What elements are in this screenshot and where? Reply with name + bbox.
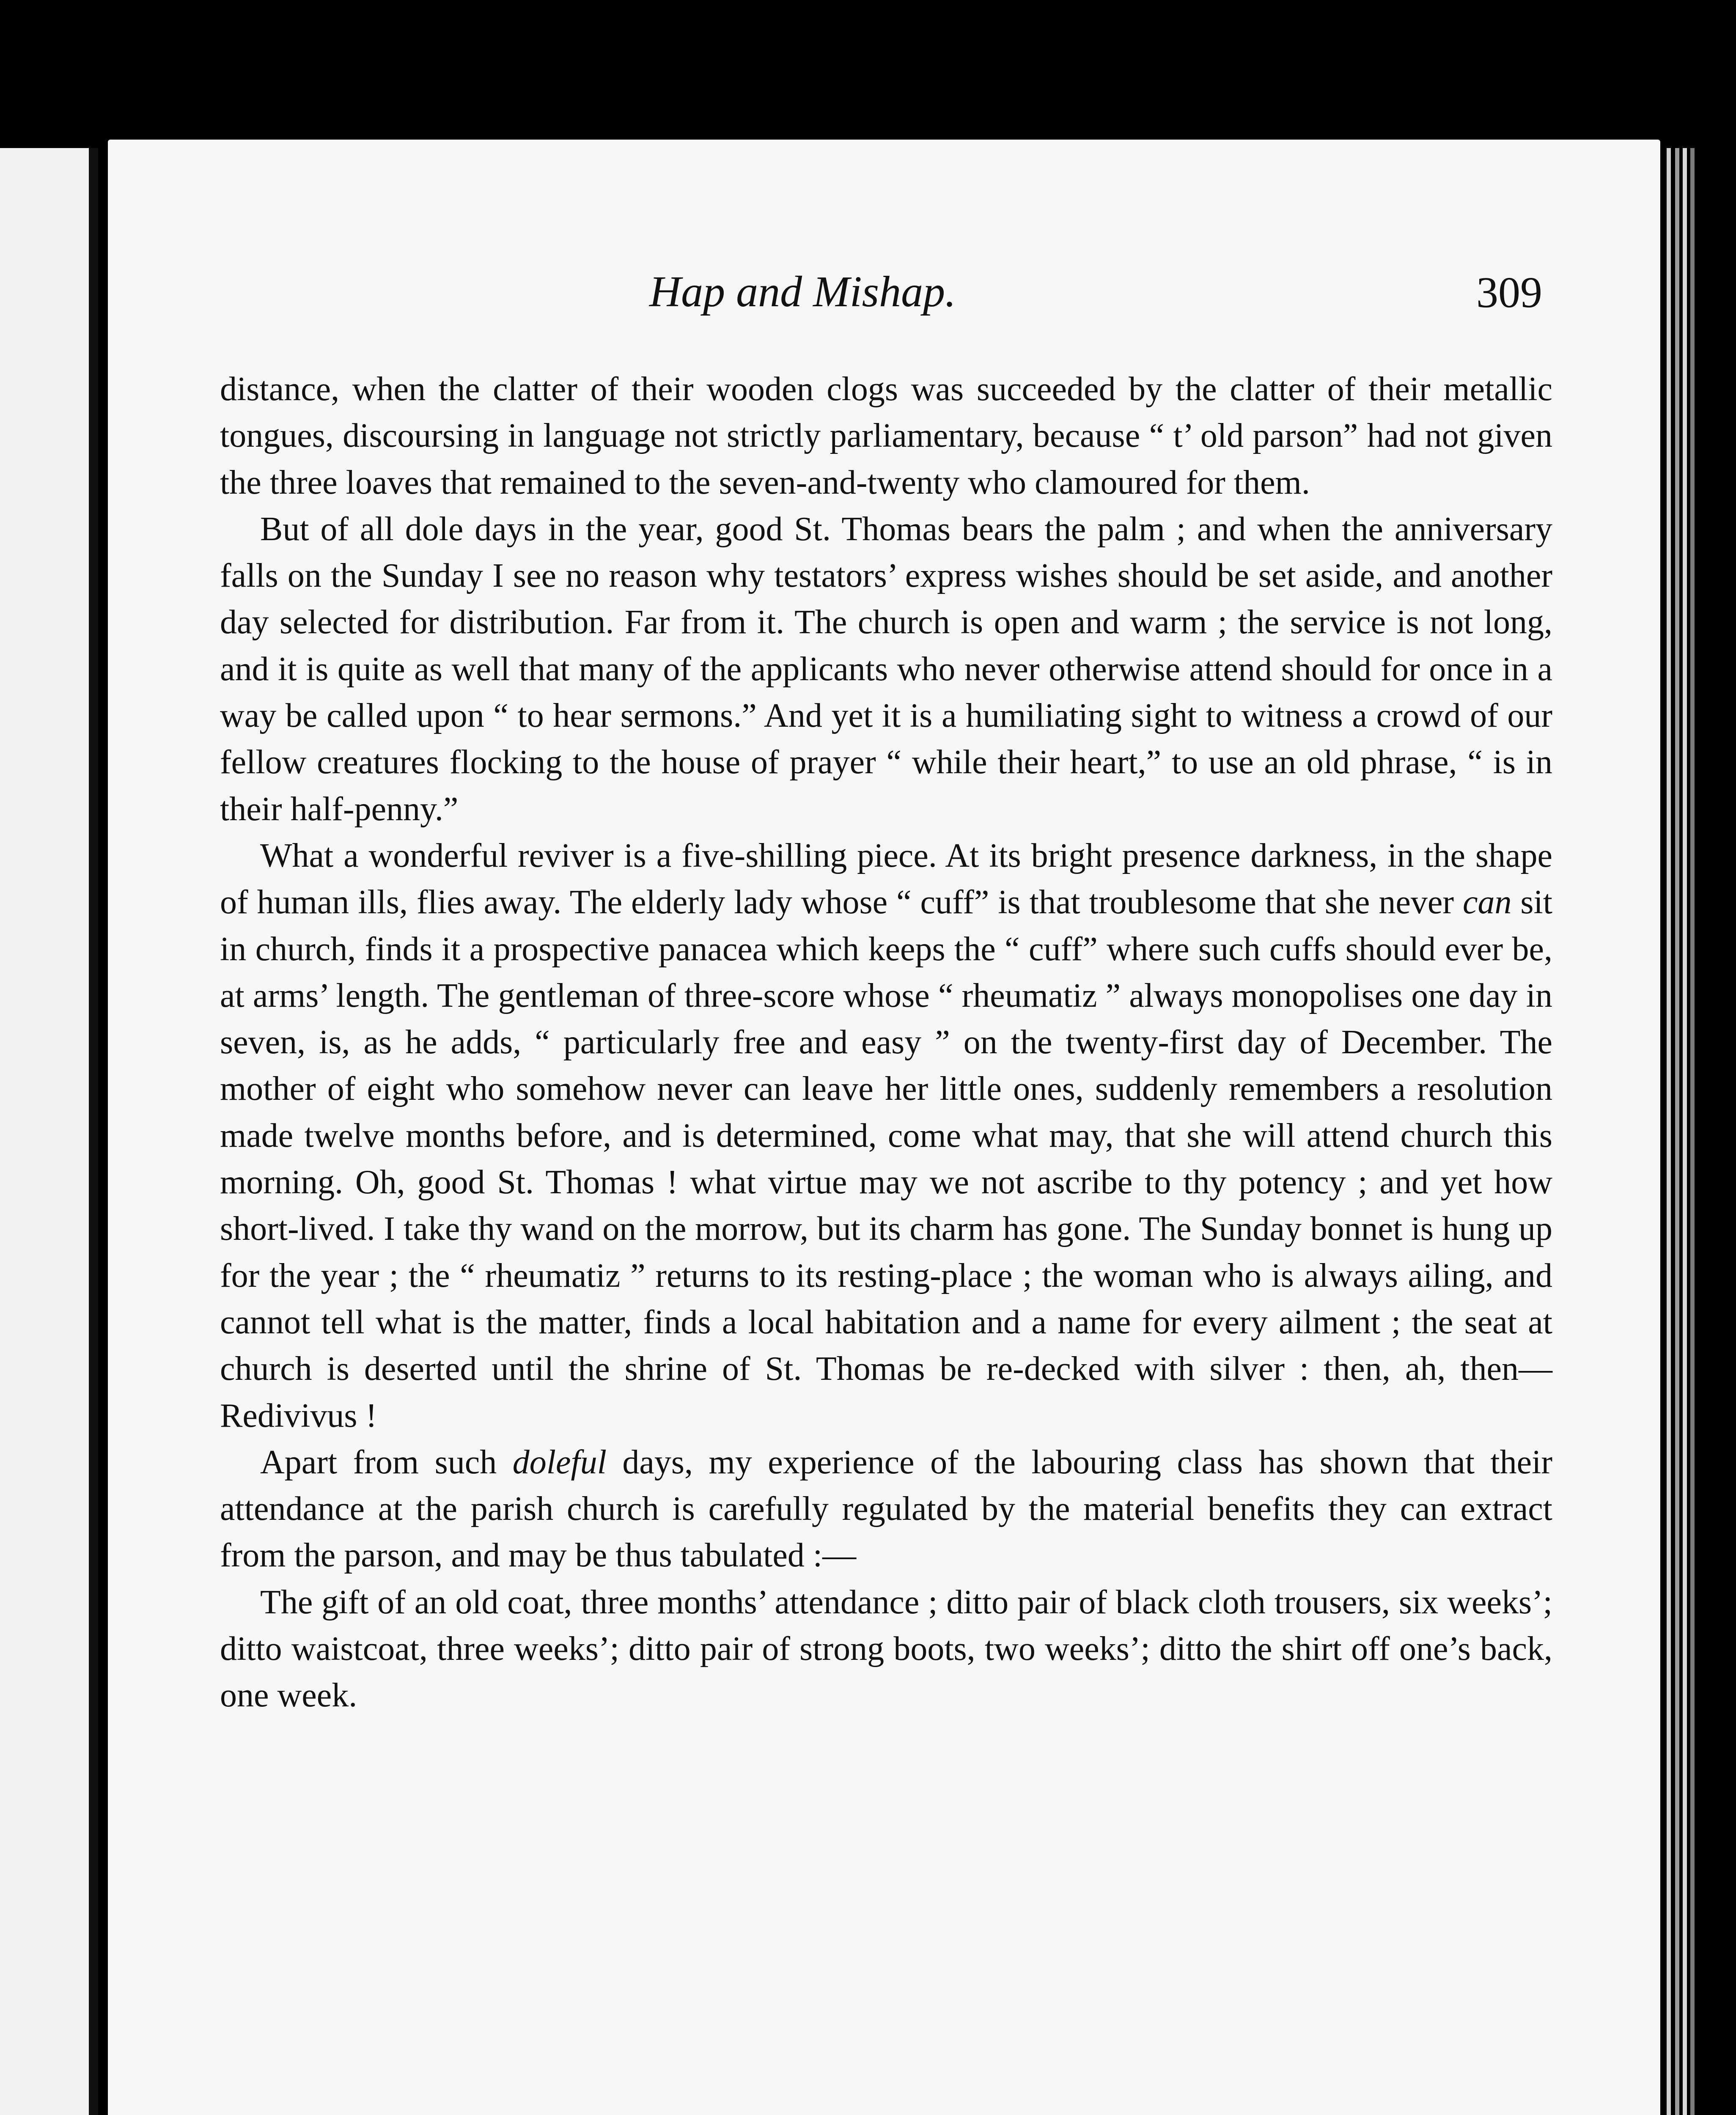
paragraph [220, 1439, 1552, 1579]
text-run: days, my experience of the labouring class has shown that their attendance at the parish church is carefully regulated by the material benefits they can extract from the parson, and may be thus tabulated :— [220, 1443, 1553, 1574]
italic-text: can [1462, 884, 1512, 921]
page-edge [1690, 148, 1695, 2115]
body-text [220, 366, 1552, 1719]
facing-page-edge [0, 148, 98, 2115]
page-number: 309 [1476, 268, 1542, 317]
text-run: Apart from such [260, 1443, 513, 1481]
paragraph [220, 832, 1552, 1439]
paragraph [220, 366, 1552, 506]
paragraph [220, 1579, 1552, 1719]
text-run: But of all dole days in the year, good St. Thomas bears the palm ; and when the anniversary falls on the Sunday I see no reason why testators’ express wishes should be set aside, and another day selected for distribution. Far from it. The church is open and warm ; the service is not long, and it is quite as well that many of the applicants who never otherwise attend should for once in a way be called upon “ to hear sermons.” And yet it is a humiliating sight to witness a crowd of our fellow creatures flocking to the house of prayer “ while their heart,” to use an old phrase, “ is in their half-penny.” [220, 510, 1552, 828]
text-run: sit in church, finds it a prospective panacea which keeps the “ cuff” where such cuffs should ever be, at arms’ length. The gentleman of three-score whose “ rheumatiz ” always monopolises one day in seven, is, as he adds, “ particularly free and easy ” on the twenty-first day of December. The mother of eight who somehow never can leave her little ones, suddenly remembers a resolution made twelve months before, and is determined, come what may, that she will attend church this morning. Oh, good St. Thomas ! what virtue may we not ascribe to thy potency ; and yet how short-lived. I take thy wand on the morrow, but its charm has gone. The Sunday bonnet is hung up for the year ; the “ rheumatiz ” returns to its resting-place ; the woman who is always ailing, and cannot tell what is the matter, finds a local habitation and a name for every ailment ; the seat at church is deserted until the shrine of St. Thomas be re-decked with silver : then, ah, then—Redivivus ! [220, 884, 1553, 1434]
text-run: distance, when the clatter of their wooden clogs was succeeded by the clatter of their metallic tongues, discoursing in language not strictly parliamentary, because “ t’ old parson” had not given the three loaves that remained to the seven-and-twenty who clamoured for them. [220, 371, 1552, 501]
book-page [108, 140, 1660, 2115]
page-edge [1667, 148, 1671, 2115]
running-title: Hap and Mishap. [649, 267, 956, 316]
paragraph [220, 506, 1552, 832]
text-run: What a wonderful reviver is a five-shilling piece. At its bright presence darkness, in the shape of human ills, flies away. The elderly lady whose “ cuff” is that troublesome that she never [220, 837, 1552, 921]
text-run: The gift of an old coat, three months’ attendance ; ditto pair of black cloth trousers, six weeks’; ditto waistcoat, three weeks’; ditto pair of strong boots, two weeks’; ditto the shirt off one’s back, one week. [220, 1583, 1552, 1714]
page-edge [1675, 148, 1679, 2115]
italic-text: doleful [512, 1443, 607, 1481]
page-edge [1683, 148, 1687, 2115]
